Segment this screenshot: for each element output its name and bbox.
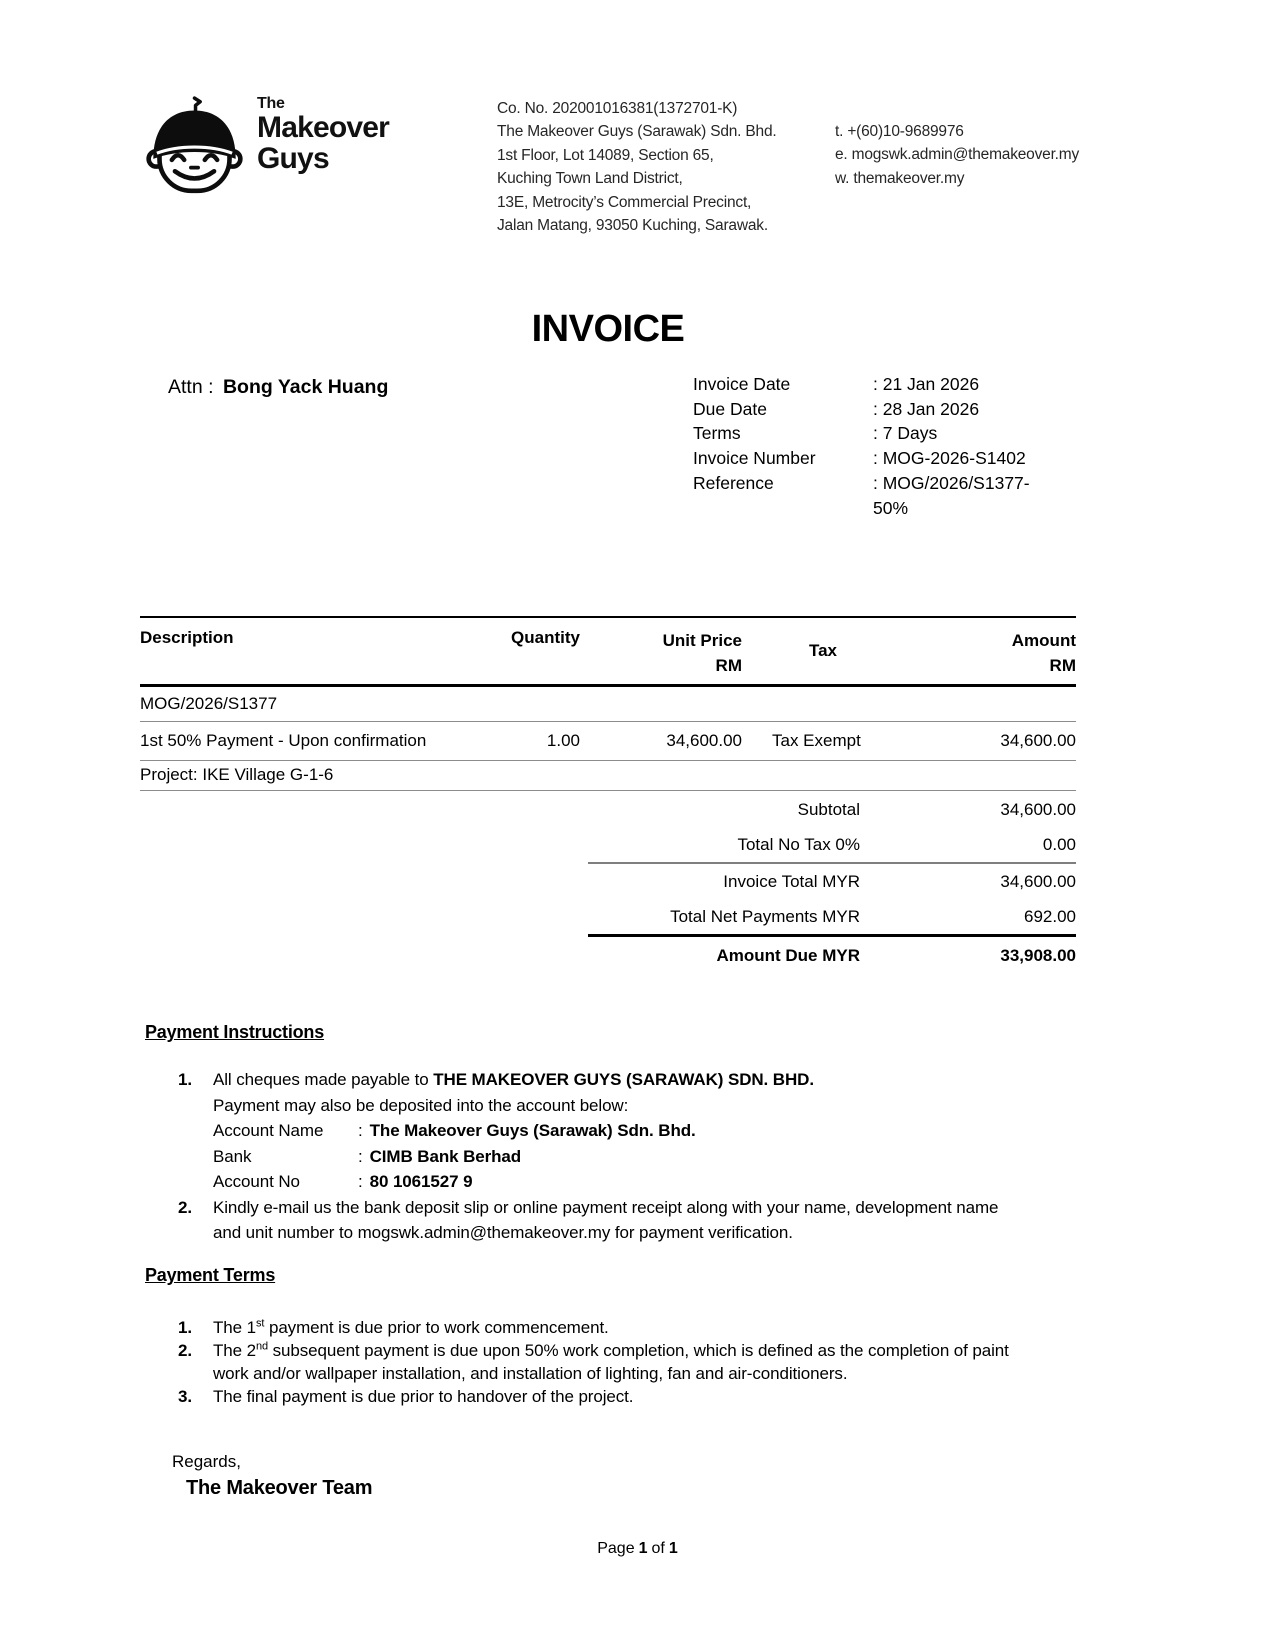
meta-value: : 28 Jan 2026 [873, 398, 980, 419]
company-logo [143, 94, 389, 197]
company-reg-no: Co. No. 202001016381(1372701-K) [497, 100, 738, 117]
list-item [145, 1195, 1085, 1246]
footer-page-total: 1 [668, 1540, 678, 1557]
table-header-row [140, 617, 1076, 685]
contact-phone: t. +(60)10-9689976 [835, 123, 964, 140]
makeover-guys-face-icon [143, 94, 246, 197]
list-number: 1. [178, 1318, 192, 1337]
no-tax-value: 0.00 [1042, 834, 1076, 854]
line-items-table [140, 616, 1076, 791]
header-unit-price [580, 617, 742, 685]
term-1-ordinal: st [255, 1317, 265, 1330]
header-unit-price-line1: Unit Price [662, 631, 742, 650]
account-name-value: The Makeover Guys (Sarawak) Sdn. Bhd. [369, 1121, 696, 1140]
attn-label: Attn : [168, 376, 214, 398]
table-project-row [140, 760, 1076, 790]
company-name: The Makeover Guys (Sarawak) Sdn. Bhd. [497, 123, 777, 141]
attn-name: Bong Yack Huang [222, 376, 389, 398]
invoice-total-row [140, 864, 1076, 899]
subtotal-row [140, 792, 1076, 827]
logo-wordmark [257, 94, 389, 197]
page-title: INVOICE [531, 308, 685, 350]
list-number: 3. [178, 1387, 192, 1406]
company-contact [835, 120, 1079, 190]
account-no-label: Account No [213, 1172, 300, 1191]
invoice-total-value: 34,600.00 [1000, 871, 1076, 891]
meta-value: : MOG-2026-S1402 [873, 448, 1026, 469]
cheque-line [213, 1067, 1025, 1093]
meta-row-terms [693, 421, 1045, 446]
net-payments-row [140, 899, 1076, 934]
item-unit-price-cell: 34,600.00 [580, 721, 742, 760]
list-number: 1. [178, 1070, 192, 1089]
amount-due-label: Amount Due MYR [716, 946, 860, 965]
item-tax-cell: Tax Exempt [742, 721, 904, 760]
page-footer [0, 1540, 1275, 1558]
header-amount-line1: Amount [1011, 631, 1076, 650]
term-1-pre: The 1 [213, 1318, 256, 1337]
account-no-row [213, 1169, 1025, 1195]
invoice-meta [693, 372, 1045, 520]
payment-terms-heading: Payment Terms [145, 1265, 276, 1285]
wordmark-makeover: Makeover [257, 111, 390, 144]
account-no-value: 80 1061527 9 [369, 1172, 473, 1191]
colon-separator: : [358, 1172, 363, 1191]
subtotal-label: Subtotal [797, 799, 860, 819]
header-amount-line2: RM [1049, 656, 1076, 675]
email-verification-text: Kindly e-mail us the bank deposit slip or online payment receipt along with your name, development name and unit number to mogswk.admin@themakeover.my for payment verification. [213, 1197, 999, 1242]
group-reference-cell: MOG/2026/S1377 [140, 685, 1076, 721]
no-tax-row [140, 827, 1076, 862]
signature-block [172, 1452, 372, 1500]
regards-text: Regards, [172, 1452, 241, 1471]
table-row [140, 721, 1076, 760]
table-group-row [140, 685, 1076, 721]
meta-label: Invoice Number [693, 448, 816, 469]
subtotal-value: 34,600.00 [1000, 799, 1076, 819]
company-details [497, 97, 776, 237]
amount-due-row [140, 937, 1076, 975]
no-tax-label: Total No Tax 0% [737, 834, 860, 854]
company-address-line: Jalan Matang, 93050 Kuching, Sarawak. [497, 217, 768, 235]
attention-line [168, 376, 388, 399]
cheque-text: All cheques made payable to [213, 1070, 434, 1089]
contact-email: e. mogswk.admin@themakeover.my [835, 146, 1080, 164]
invoice-total-label: Invoice Total MYR [723, 871, 860, 891]
item-description-cell: 1st 50% Payment - Upon confirmation [140, 721, 495, 760]
meta-label: Invoice Date [693, 374, 791, 394]
company-address-line: Kuching Town Land District, [497, 170, 683, 188]
payment-instructions-heading: Payment Instructions [145, 1022, 325, 1042]
list-item [145, 1316, 1085, 1339]
payment-terms-section [145, 1265, 1085, 1408]
bank-label: Bank [213, 1146, 252, 1166]
list-item-body [213, 1067, 1025, 1195]
list-number: 2. [178, 1341, 192, 1360]
header-description: Description [140, 617, 495, 685]
account-name-row [213, 1118, 1025, 1144]
list-item [145, 1067, 1085, 1195]
meta-row-invoice-number [693, 446, 1045, 471]
term-3-text: The final payment is due prior to handover of the project. [213, 1387, 634, 1406]
company-address-line: 13E, Metrocity’s Commercial Precinct, [497, 193, 752, 211]
footer-of-word: of [651, 1540, 665, 1557]
meta-value: : 7 Days [873, 423, 938, 444]
footer-page-word: Page [597, 1540, 635, 1557]
meta-label: Terms [693, 423, 741, 444]
payee-name: THE MAKEOVER GUYS (SARAWAK) SDN. BHD. [433, 1070, 814, 1089]
deposit-line: Payment may also be deposited into the account below: [213, 1095, 629, 1115]
term-2-ordinal: nd [255, 1340, 269, 1353]
meta-value: : 21 Jan 2026 [873, 374, 980, 394]
term-2-text [213, 1339, 1025, 1385]
header-amount [904, 617, 1076, 685]
list-item [145, 1385, 1085, 1408]
colon-separator: : [358, 1121, 363, 1140]
net-payments-label: Total Net Payments MYR [670, 906, 860, 926]
project-cell: Project: IKE Village G-1-6 [140, 760, 1076, 790]
meta-label: Due Date [693, 398, 767, 419]
colon-separator: : [358, 1146, 363, 1166]
meta-row-due-date [693, 397, 1045, 422]
term-1-text [213, 1316, 1025, 1339]
wordmark-guys: Guys [257, 142, 329, 175]
meta-value: : MOG/2026/S1377-50% [873, 472, 1030, 518]
footer-page-number: 1 [638, 1540, 648, 1557]
net-payments-value: 692.00 [1024, 906, 1076, 926]
amount-due-value: 33,908.00 [1000, 946, 1076, 965]
account-name-label: Account Name [213, 1121, 324, 1140]
term-1-post: payment is due prior to work commencement. [264, 1318, 609, 1337]
payment-instructions-section [145, 1022, 1085, 1246]
item-quantity-cell: 1.00 [495, 721, 580, 760]
contact-website: w. themakeover.my [835, 169, 965, 187]
team-name: The Makeover Team [186, 1477, 373, 1499]
meta-row-invoice-date [693, 372, 1045, 397]
company-address-line: 1st Floor, Lot 14089, Section 65, [497, 146, 714, 164]
item-amount-cell: 34,600.00 [904, 721, 1076, 760]
header-unit-price-line2: RM [715, 656, 742, 675]
meta-label: Reference [693, 472, 774, 493]
meta-row-reference [693, 471, 1045, 520]
header-tax: Tax [742, 617, 904, 685]
list-item [145, 1339, 1085, 1385]
term-2-post: subsequent payment is due upon 50% work completion, which is defined as the completion of paint work and/or wallpaper installation, and installation of lighting, fan and air-conditioners. [213, 1341, 1009, 1383]
term-2-pre: The 2 [213, 1341, 256, 1360]
header-quantity: Quantity [495, 617, 580, 685]
bank-row [213, 1144, 1025, 1170]
totals-section [140, 792, 1076, 975]
wordmark-the: The [257, 95, 285, 112]
bank-value: CIMB Bank Berhad [369, 1146, 522, 1166]
list-number: 2. [178, 1197, 192, 1217]
